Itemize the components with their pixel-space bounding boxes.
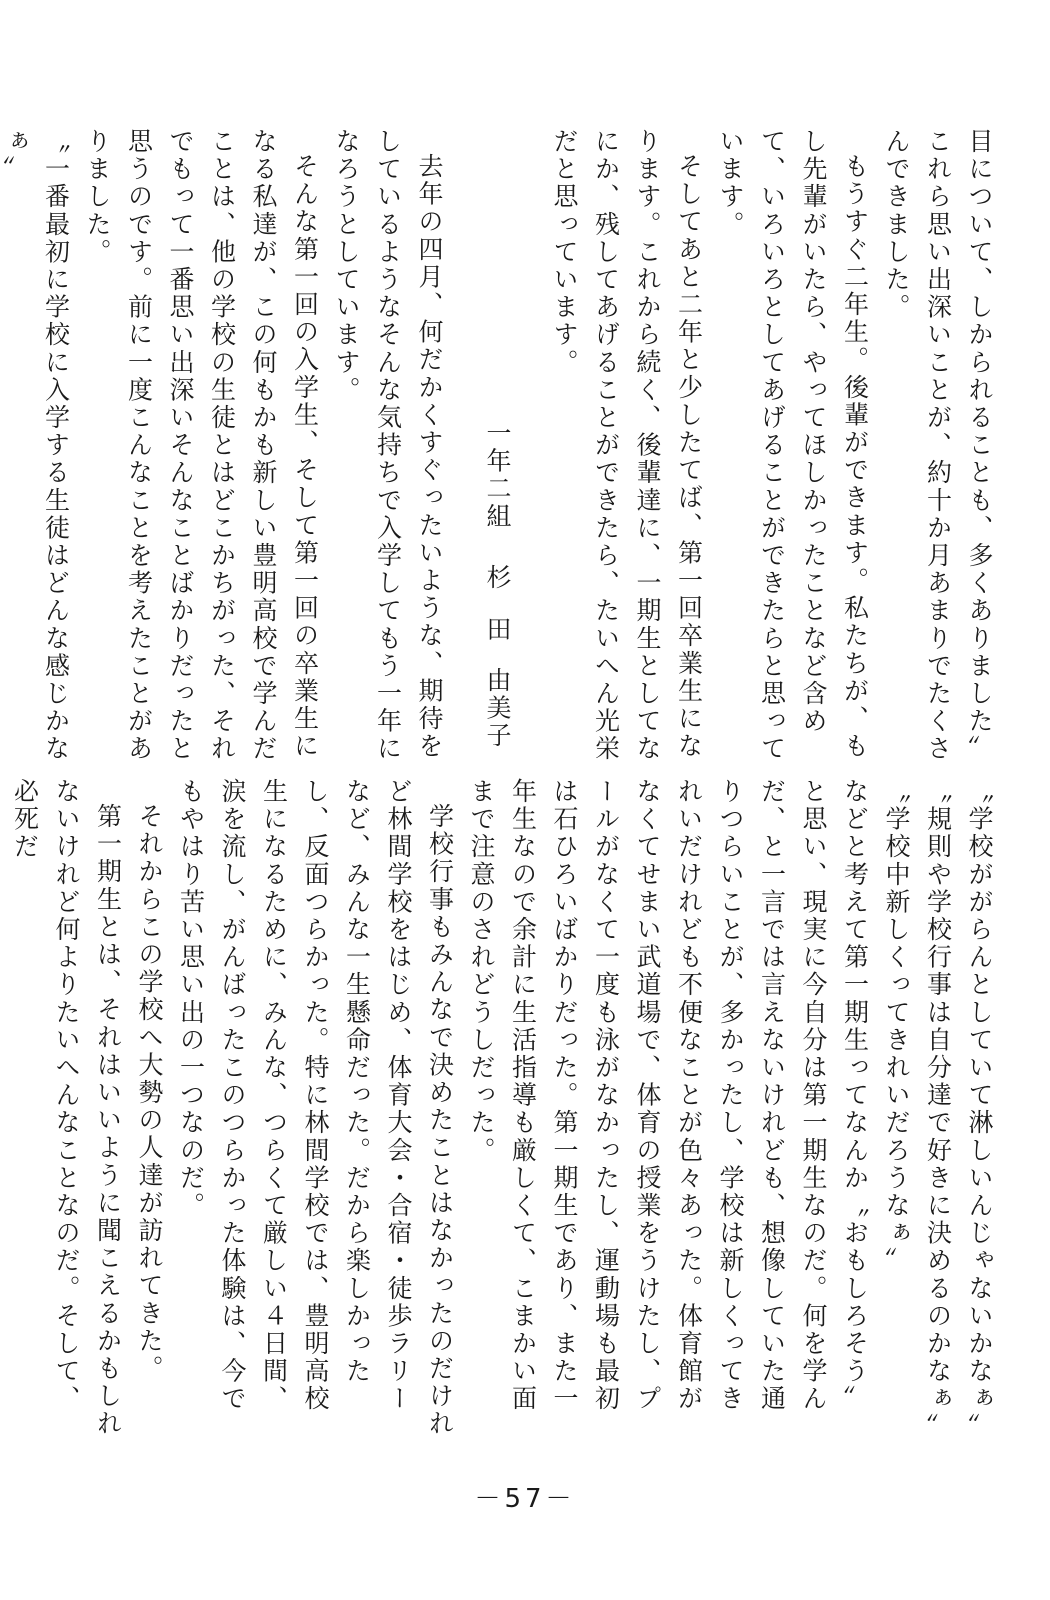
paragraph: もうすぐ二年生。後輩ができます。私たちが、もし先輩がいたら、やってほしかったことなど含めて、いろいろとしてあげることができたらと思っています。 xyxy=(716,128,870,763)
paragraph: 〝学校ががらんとしていて淋しいんじゃないかなぁ〟 xyxy=(965,778,994,1441)
author-name xyxy=(470,564,518,750)
paragraph: などと考えて第一期生ってなんか〝おもしろそう〟と思い、現実に今自分は第一期生なのだ。何を学んだ、と一言では言えないけれども、想像していた通りつらいことが、多かったし、学校は新しくってきれいだけれども不便なことが色々あった。体育館がなくてせまい武道場で、体育の授業をうけたし、プールがなくて一度も泳がなかったし、運動場も最初は石ひろいばかりだった。第一期生であり、また一年生なので余計に生活指導も厳しくて、こまかい面まで注意のされどうしだった。 xyxy=(467,778,870,1413)
paragraph: 〝規則や学校行事は自分達で好きに決めるのかなぁ〟 xyxy=(923,778,953,1441)
paragraph: 去年の四月、何だかくすぐったいような、期待をしているようなそんな気持ちで入学してもう一年になろうとしています。 xyxy=(332,128,444,763)
paragraph: それからこの学校へ大勢の人達が訪れてきた。 xyxy=(135,803,164,1383)
author-byline xyxy=(470,420,518,750)
upper-left-text-block xyxy=(0,128,450,768)
paragraph: 学校行事もみんなで決めたことはなかったのだけれど林間学校をはじめ、体育大会・合宿・徒歩ラリーなど、みんな一生懸命だった。だから楽しかったし、反面つらかった。特に林間学校では、豊明高校生になるために、みんな、つらくて厳しい４日間、涙を流し、がんばったこのつらかった体験は、今でもやはり苦い思い出の一つなのだ。 xyxy=(176,778,455,1438)
paragraph: 〝学校中新しくってきれいだろうなぁ〟 xyxy=(882,778,911,1275)
author-given-name-part: 田 xyxy=(483,615,512,644)
upper-right-text-block xyxy=(550,128,1000,768)
paragraph: 〝一番最初に学校に入学する生徒はどんな感じかなぁ〟 xyxy=(0,128,71,763)
lower-text-block xyxy=(10,778,1000,1441)
paragraph: 第一期生とは、それはいいように聞こえるかもしれないけれど何よりたいへんなことなのだ。そして、必死だ xyxy=(10,778,123,1438)
paragraph: そしてあと二年と少したてば、第一回卒業生になります。これから続く、後輩達に、一期生としてなにか、残してあげることができたら、たいへん光栄だと思っています。 xyxy=(550,128,704,763)
page-number: －57－ xyxy=(474,1484,576,1514)
paragraph: そんな第一回の入学生、そして第一回の卒業生になる私達が、この何もかも新しい豊明高校で学んだことは、他の学校の生徒とはどこかちがった、それでもって一番思い出深いそんなことばかりだったと思うのです。前に一度こんなことを考えたことがありました。 xyxy=(83,128,320,763)
author-class: 一年二組 xyxy=(483,420,512,531)
paragraph: 目について、しかられることも、多くありました〟これら思い出深いことが、約十か月あまりでたくさんできました。 xyxy=(882,128,994,763)
author-given-name-part: 由美子 xyxy=(483,667,512,750)
author-family-name: 杉 xyxy=(483,563,512,592)
